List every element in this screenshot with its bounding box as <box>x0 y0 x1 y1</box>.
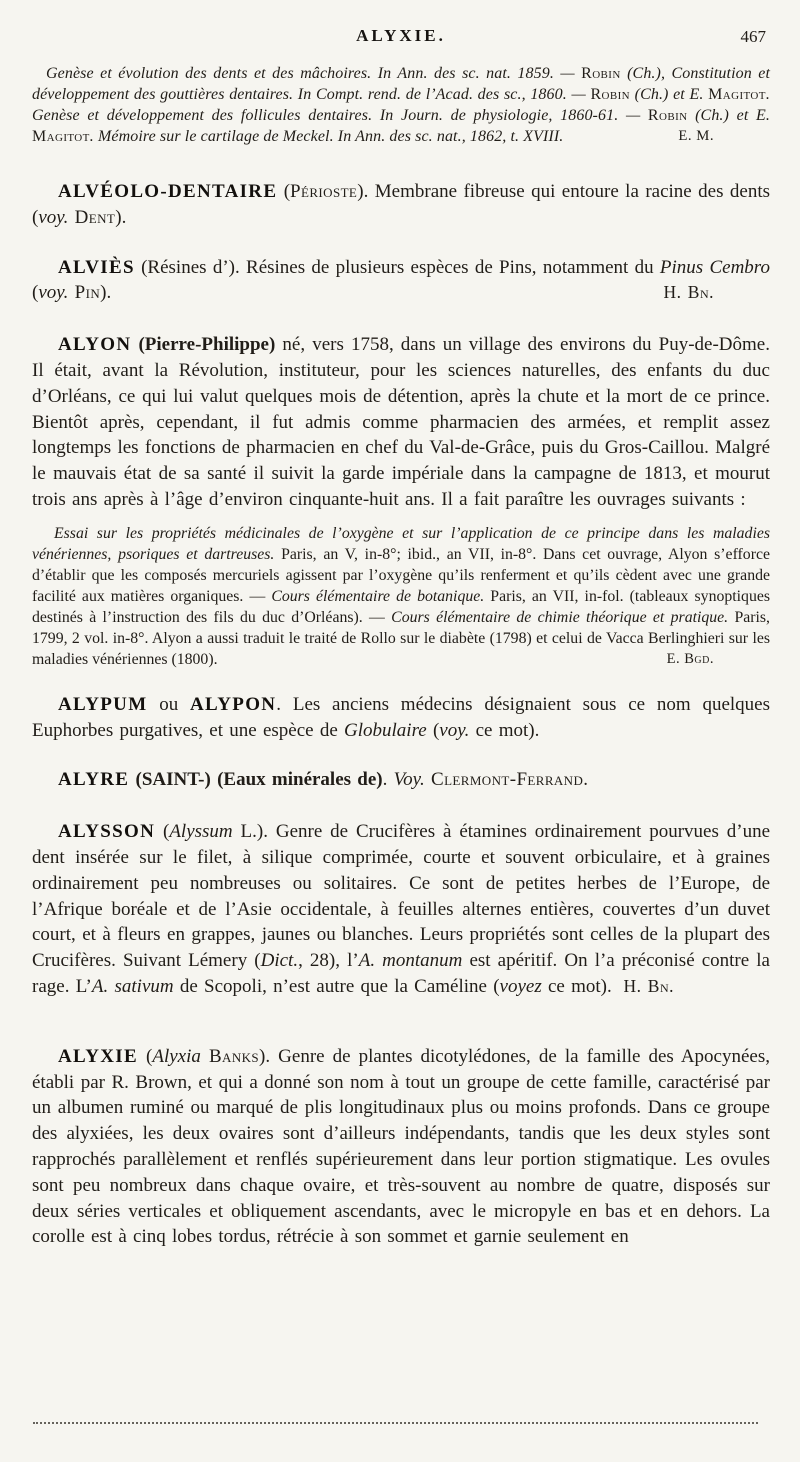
page-bottom-dotted-rule <box>33 1422 758 1424</box>
entry-text: ALYXIE (Alyxia Banks). Genre de plantes dicotylédones, de la famille des Apocynées, établi par R. Brown, et qui a donné son nom à tout un groupe de cette famille, caractérisé par un albumen ruminé ou marqué de plis longitudinaux plus ou moins profonds. Dans ce groupe des alyxiées, les deux ovaires sont d’ailleurs indépendants, tandis que les deux styles sont rapprochés parallèlement et renflés supérieurement dans leur portion stigmatique. Les ovules sont peu nombreux dans chaque ovaire, et très-souvent au nombre de quatre, disposés sur deux séries verticales et obliquement ascendants, avec le micropyle en bas et en dehors. La corolle est à cinq lobes tordus, rétrécie à son sommet et garnie seulement en <box>32 1045 771 1248</box>
bibliography-continuation-text: Genèse et évolution des dents et des mâchoires. In Ann. des sc. nat. 1859. — Robin (Ch.), Constitution et développement des gouttières dentaires. In Compt. rend. de l’Acad. des sc., 1860. — Robin (Ch.) et E. Magitot. Genèse et développement des follicules dentaires. In Journ. de physiologie, 1860-61. — Robin (Ch.) et E. Magitot. Mémoire sur le cartilage de Meckel. In Ann. des sc. nat., 1862, t. XVIII. <box>32 65 771 145</box>
entry-text: ALVIÈS (Résines d’). Résines de plusieurs espèces de Pins, notamment du Pinus Cembro (voy. Pin). <box>32 256 770 304</box>
entry-alyon <box>32 332 770 513</box>
entry-alyon-bibliography <box>32 523 770 670</box>
entry-alypum <box>32 692 770 744</box>
entry-text: Essai sur les propriétés médicinales de l’oxygène et sur l’application de ce principe dans les maladies vénériennes, psoriques et dartreuses. Paris, an V, in-8°; ibid., an VII, in-8°. Dans cet ouvrage, Alyon s’efforce d’établir que les composés mercuriels agissent par l’oxygène qu’ils renferment et qu’ils cèdent avec une grande facilité aux matières organiques. — Cours élémentaire de botanique. Paris, an VII, in-fol. (tableaux synoptiques destinés à l’instruction des fils du duc d’Orléans). — Cours élémentaire de chimie théorique et pratique. Paris, 1799, 2 vol. in-8°. Alyon a aussi traduit le traité de Rollo sur le diabète (1798) et celui de Vacca Berlinghieri sur les maladies vénériennes (1800). <box>32 524 770 668</box>
author-signature: E. Bgd. <box>666 650 714 667</box>
entry-text: ALYON (Pierre-Philippe) né, vers 1758, dans un village des environs du Puy-de-Dôme. Il était, avant la Révolution, instituteur, pour les sciences naturelles, des enfants du duc d’Orléans, ce qui lui valut quelques mois de détention, après la chute et la mort de ce prince. Bientôt après, cependant, il fut admis comme pharmacien des armées, et remplit assez longtemps les fonctions de pharmacien en chef du Val-de-Grâce, puis du Gros-Caillou. Malgré le mauvais état de sa santé il suivit la garde impériale dans la campagne de 1813, et mourut trois ans après à l’âge d’environ cinquante-huit ans. Il a fait paraître les ouvrages suivants : <box>32 334 770 510</box>
entry-alysson <box>32 819 770 1000</box>
entry-alyre <box>32 767 770 793</box>
page-header <box>32 26 770 50</box>
page-number: 467 <box>740 27 766 46</box>
author-signature: H. Bn. <box>663 282 714 303</box>
bibliography-continuation <box>32 63 770 147</box>
entry-alvies <box>32 255 770 307</box>
author-signature: H. Bn. <box>623 975 674 996</box>
running-title: ALYXIE. <box>356 26 446 45</box>
entry-text: ALYSSON (Alyssum L.). Genre de Crucifères à étamines ordinairement pourvues d’une dent insérée sur le filet, à silique comprimée, courte et souvent orbiculaire, et à graines ordinairement peu nombreuses ou solitaires. Ce sont de petites herbes de l’Europe, de l’Afrique boréale et de l’Asie occidentale, à feuilles alternes entières, couvertes d’un duvet court, et à fleurs en grappes, jaunes ou blanches. Leurs propriétés sont celles de la plupart des Crucifères. Suivant Lémery (Dict., 28), l’A. montanum est apéritif. On l’a préconisé contre la rage. L’A. sativum de Scopoli, n’est autre que la Caméline (voyez ce mot). <box>32 821 770 997</box>
entry-text: ALYRE (SAINT-) (Eaux minérales de). Voy. Clermont-Ferrand. <box>58 769 589 791</box>
entry-text: ALYPUM ou ALYPON. Les anciens médecins désignaient sous ce nom quelques Euphorbes purgatives, et une espèce de Globulaire (voy. ce mot). <box>32 693 770 741</box>
entry-alyxie <box>32 1044 770 1250</box>
entry-alveolo-dentaire <box>32 179 770 231</box>
entry-text: ALVÉOLO-DENTAIRE (Périoste). Membrane fibreuse qui entoure la racine des dents (voy. Dent). <box>32 181 770 228</box>
author-signature: E. M. <box>678 128 714 144</box>
